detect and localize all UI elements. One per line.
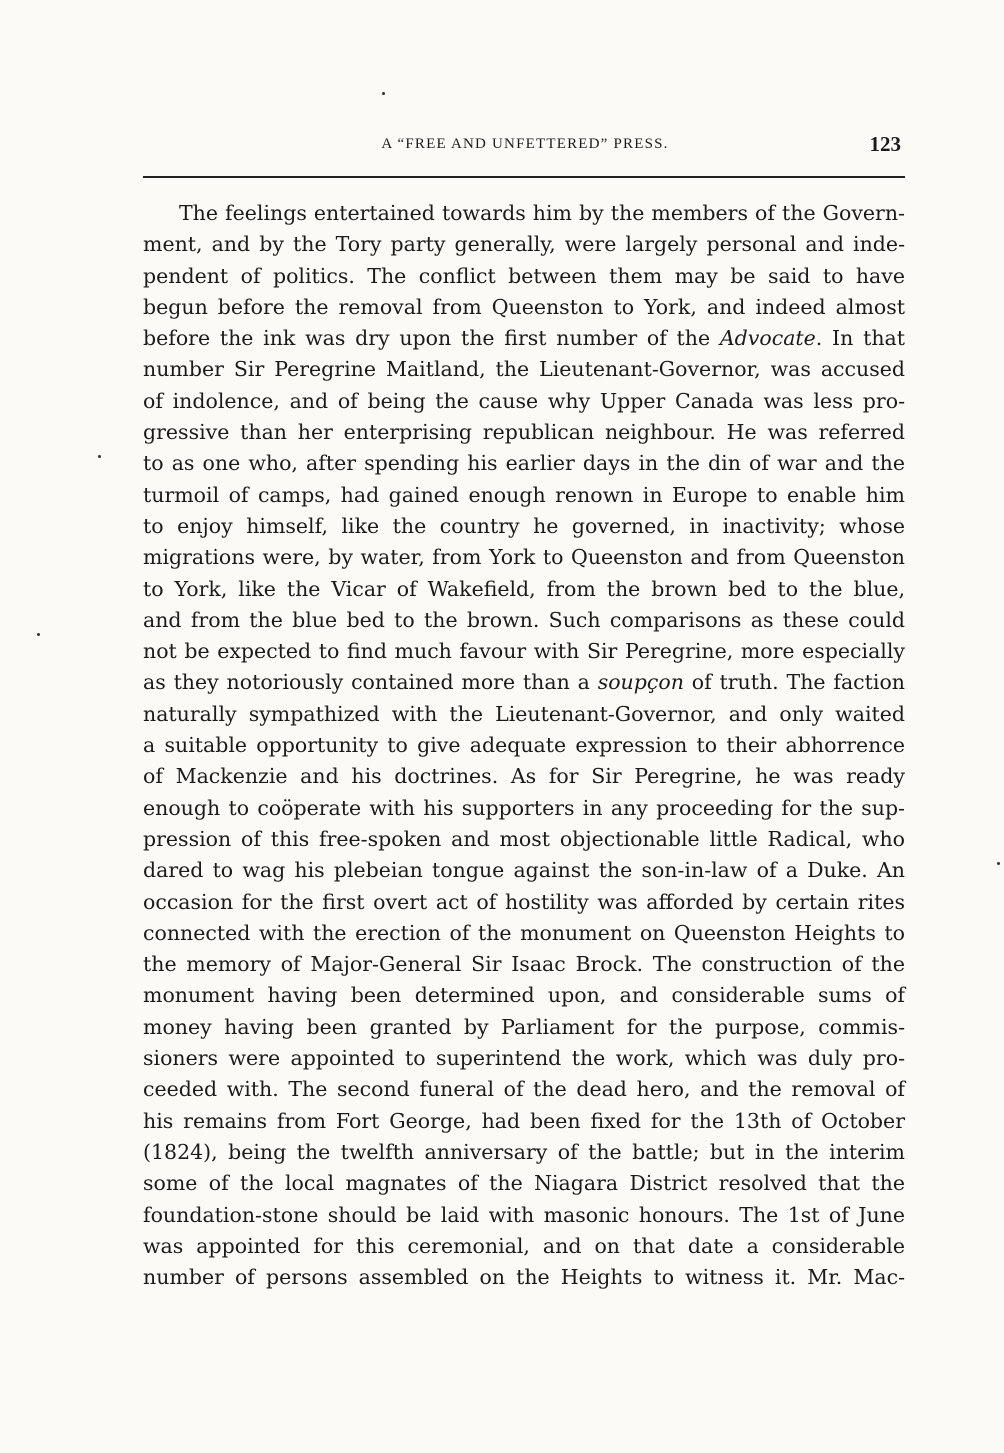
scan-speck: [37, 633, 40, 636]
text-line: monument having been determined upon, and considerable sums of: [143, 983, 905, 1008]
text-line: pression of this free-spoken and most objectionable little Radical, who: [143, 826, 905, 851]
text-line: (1824), being the twelfth anniversary of the battle; but in the interim: [143, 1139, 905, 1164]
text-line: to as one who, after spending his earlier days in the din of war and the: [143, 451, 905, 476]
text-line: of Mackenzie and his doctrines. As for Sir Peregrine, he was ready: [143, 764, 905, 789]
scan-speck: [997, 862, 1000, 865]
text-line: of indolence, and of being the cause why Upper Canada was less pro-: [143, 388, 905, 413]
text-line: number of persons assembled on the Heights to witness it. Mr. Mac-: [143, 1265, 905, 1290]
scan-speck: [382, 92, 385, 95]
text-line: naturally sympathized with the Lieutenant-Governor, and only waited: [143, 701, 905, 726]
body-paragraph: [143, 198, 905, 1293]
text-line: a suitable opportunity to give adequate expression to their abhorrence: [143, 733, 905, 758]
text-line: number Sir Peregrine Maitland, the Lieutenant-Governor, was accused: [143, 357, 905, 382]
text-line: migrations were, by water, from York to Queenston and from Queenston: [143, 545, 905, 570]
text-line: dared to wag his plebeian tongue against the son-in-law of a Duke. An: [143, 858, 905, 883]
text-line: connected with the erection of the monument on Queenston Heights to: [143, 920, 905, 945]
running-title: A “FREE AND UNFETTERED” PRESS.: [381, 136, 669, 152]
text-line: to York, like the Vicar of Wakefield, from the brown bed to the blue,: [143, 576, 905, 601]
text-line: to enjoy himself, like the country he governed, in inactivity; whose: [143, 513, 905, 538]
text-line: ment, and by the Tory party generally, were largely personal and inde-: [143, 232, 905, 257]
text-line: was appointed for this ceremonial, and on that date a considerable: [143, 1233, 905, 1258]
page-number: 123: [869, 132, 901, 156]
text-line: as they notoriously contained more than a soupçon of truth. The faction: [143, 670, 905, 695]
text-line: not be expected to find much favour with Sir Peregrine, more especially: [143, 639, 905, 664]
text-line: before the ink was dry upon the first number of the Advocate. In that: [143, 326, 905, 351]
text-line: enough to coöperate with his supporters in any proceeding for the sup-: [143, 795, 905, 820]
text-line: sioners were appointed to superintend the work, which was duly pro-: [143, 1046, 905, 1071]
text-line: the memory of Major-General Sir Isaac Brock. The construction of the: [143, 952, 905, 977]
text-line: pendent of politics. The conflict between them may be said to have: [143, 263, 905, 288]
text-line: foundation-stone should be laid with masonic honours. The 1st of June: [143, 1202, 905, 1227]
text-line: occasion for the first overt act of hostility was afforded by certain rites: [143, 889, 905, 914]
text-line: ceeded with. The second funeral of the dead hero, and the removal of: [143, 1077, 905, 1102]
text-line: some of the local magnates of the Niagara District resolved that the: [143, 1171, 905, 1196]
text-line: his remains from Fort George, had been fixed for the 13th of October: [143, 1108, 905, 1133]
text-line: money having been granted by Parliament for the purpose, commis-: [143, 1014, 905, 1039]
text-line: turmoil of camps, had gained enough renown in Europe to enable him: [143, 482, 905, 507]
running-head: [145, 132, 905, 160]
scan-speck: [98, 455, 101, 458]
text-line: The feelings entertained towards him by the members of the Govern-: [179, 201, 905, 225]
text-line: and from the blue bed to the brown. Such comparisons as these could: [143, 607, 905, 632]
header-rule: [143, 176, 905, 178]
text-line: gressive than her enterprising republican neighbour. He was referred: [143, 420, 905, 445]
text-line: begun before the removal from Queenston to York, and indeed almost: [143, 294, 905, 319]
